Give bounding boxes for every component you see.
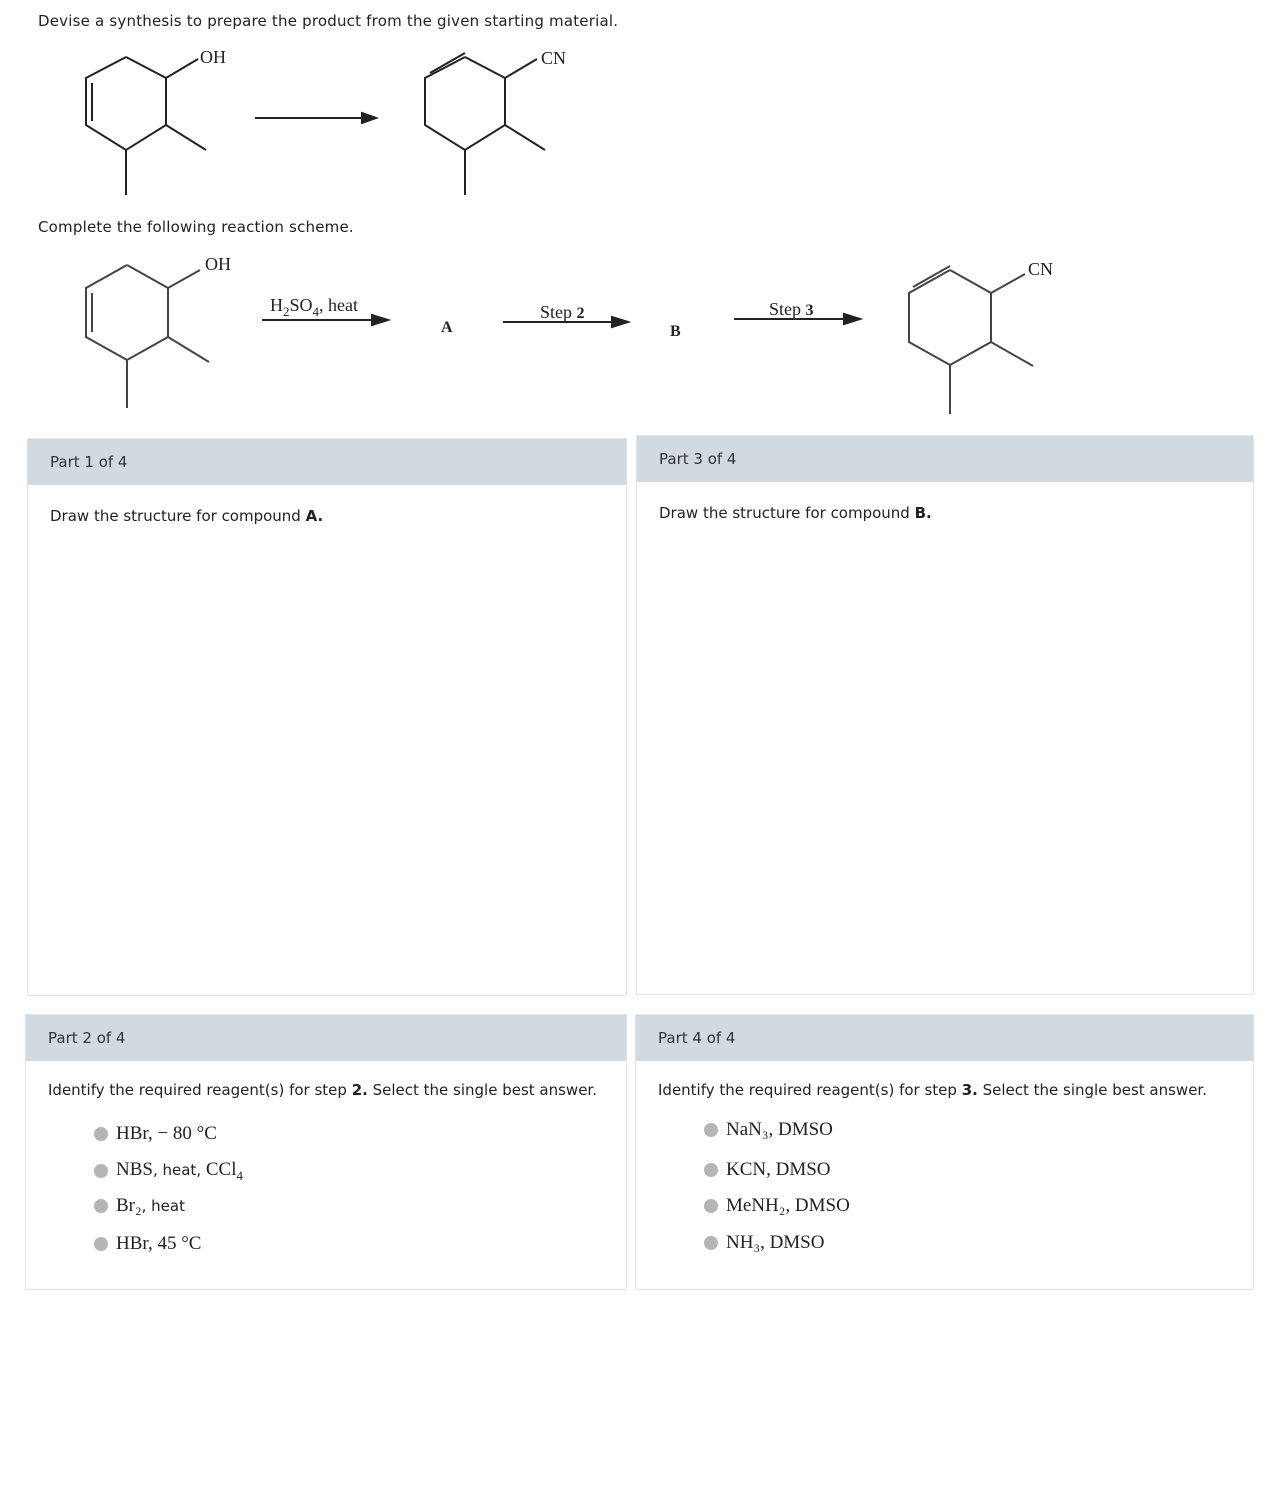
- intro-prompt: Devise a synthesis to prepare the product from the given starting material.: [38, 12, 619, 30]
- part1-drawing-area[interactable]: [28, 539, 626, 995]
- radio-button[interactable]: [94, 1199, 108, 1213]
- part4-prompt: Identify the required reagent(s) for step 3. Select the single best answer.: [658, 1081, 1207, 1099]
- part2-prompt: Identify the required reagent(s) for step 2. Select the single best answer.: [48, 1081, 597, 1099]
- radio-button[interactable]: [704, 1163, 718, 1177]
- step1-arrow: [262, 315, 388, 325]
- radio-button[interactable]: [94, 1127, 108, 1141]
- part1-panel: [27, 438, 627, 996]
- part4-header: Part 4 of 4: [636, 1015, 1253, 1061]
- intermediate-b-label: B: [670, 323, 681, 340]
- step2-option-2[interactable]: NBS, heat, CCl$_4$: [94, 1159, 243, 1184]
- step2-option-1[interactable]: HBr, − 80 °C: [94, 1123, 217, 1145]
- radio-button[interactable]: [94, 1237, 108, 1251]
- step2-option-4[interactable]: HBr, 45 °C: [94, 1233, 201, 1255]
- part2-panel: [25, 1014, 627, 1290]
- step3-option-3[interactable]: MeNH₂, DMSO: [704, 1195, 850, 1217]
- product-structure: [425, 53, 545, 195]
- step1-reagent: $H_2SO_4$, heat: [270, 295, 358, 319]
- forward-arrow: [255, 113, 376, 123]
- radio-button[interactable]: [704, 1236, 718, 1250]
- part4-panel: [635, 1014, 1254, 1290]
- scheme-starting-material-structure: [86, 265, 209, 408]
- part3-panel: [636, 435, 1254, 995]
- product-cn-label: CN: [541, 48, 567, 68]
- starting-material-structure: [86, 57, 206, 195]
- step3-option-1[interactable]: NaN₃, DMSO: [704, 1119, 833, 1141]
- part1-header: Part 1 of 4: [28, 439, 626, 485]
- radio-button[interactable]: [94, 1164, 108, 1178]
- radio-button[interactable]: [704, 1123, 718, 1137]
- radio-button[interactable]: [704, 1199, 718, 1213]
- scheme-sm-oh-label: OH: [205, 254, 231, 274]
- part3-header: Part 3 of 4: [637, 436, 1253, 482]
- scheme-product-cn-label: CN: [1028, 259, 1054, 279]
- intermediate-a-label: A: [441, 319, 453, 336]
- scheme-prompt: Complete the following reaction scheme.: [38, 218, 354, 236]
- step2-option-3[interactable]: Br₂, heat: [94, 1195, 185, 1217]
- scheme-product-structure: [909, 266, 1033, 414]
- step2-label: Step 2: [540, 302, 585, 322]
- step3-label: Step 3: [769, 299, 814, 319]
- part3-prompt: Draw the structure for compound B.: [659, 504, 932, 522]
- intro-reaction-diagram: [0, 40, 640, 210]
- step3-option-2[interactable]: KCN, DMSO: [704, 1159, 831, 1181]
- step3-option-4[interactable]: NH₃, DMSO: [704, 1232, 824, 1254]
- part3-drawing-area[interactable]: [637, 536, 1253, 994]
- reaction-scheme-diagram: [0, 250, 1100, 420]
- part2-header: Part 2 of 4: [26, 1015, 626, 1061]
- part1-prompt: Draw the structure for compound A.: [50, 507, 324, 525]
- sm-oh-label: OH: [200, 47, 226, 67]
